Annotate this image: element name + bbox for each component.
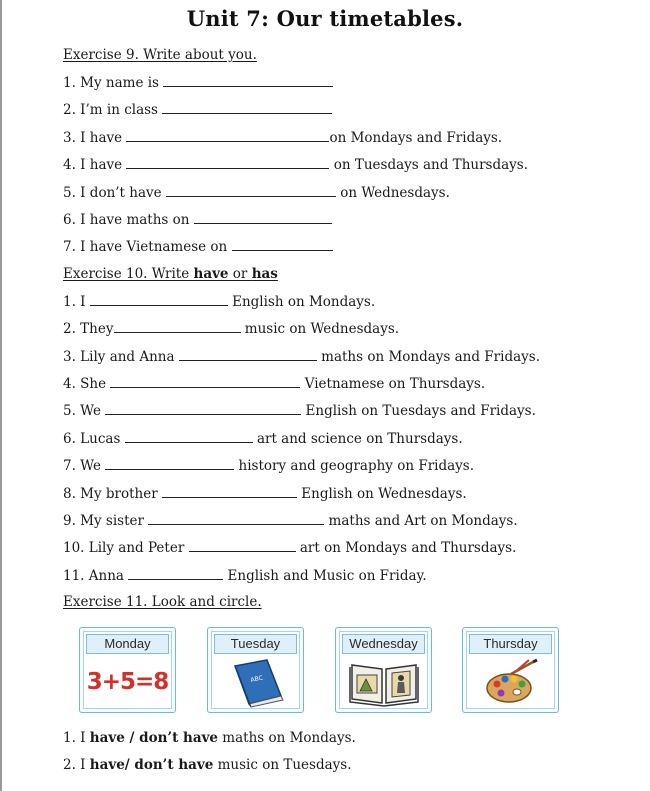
ex9-item-3-after: on Mondays and Fridays. [329, 130, 503, 146]
ex9-item-1-blank[interactable] [163, 74, 333, 87]
left-margin-rule [0, 0, 2, 791]
day-label-thursday: Thursday [469, 634, 552, 654]
ex10-item-8-blank[interactable] [162, 485, 297, 498]
maths-equation: 3+5=8 [86, 669, 169, 695]
exercise-9-heading: Exercise 9. Write about you. [63, 47, 257, 63]
ex9-item-4 [63, 156, 528, 173]
ex9-item-3-text: 3. I have [63, 130, 127, 146]
ex9-item-6-text: 6. I have maths on [63, 212, 194, 228]
ex10-item-5-blank[interactable] [105, 402, 301, 415]
svg-text:ABC: ABC [249, 674, 263, 684]
ex9-item-6 [63, 211, 332, 228]
day-card-wednesday [335, 627, 432, 713]
ex10-item-2-blank[interactable] [114, 320, 241, 333]
ex10-item-6: 6. Lucas art and science on Thursdays. [63, 431, 463, 447]
ex11-item-2-choice[interactable]: have/ don’t have [89, 757, 214, 773]
ex10-item-8: 8. My brother English on Wednesdays. [63, 486, 467, 502]
ex9-item-5-after: on Wednesdays. [335, 185, 450, 201]
ex9-item-5-text: 5. I don’t have [63, 185, 166, 201]
ex9-item-4-blank[interactable] [126, 156, 329, 169]
exercise-11-heading: Exercise 11. Look and circle. [63, 594, 262, 610]
ex10-item-2: 2. They music on Wednesdays. [63, 321, 400, 337]
day-card-thursday [462, 627, 559, 713]
ex10-item-9: 9. My sister maths and Art on Mondays. [63, 513, 518, 529]
history-book-picture [340, 658, 427, 706]
ex9-item-2-text: 2. I’m in class [63, 102, 163, 118]
ex11-item-1-choice[interactable]: have / don’t have [89, 730, 219, 746]
ex10-item-11-blank[interactable] [128, 567, 223, 580]
ex9-item-2 [63, 101, 332, 118]
day-label-tuesday: Tuesday [214, 634, 297, 654]
exercise-10-heading: Exercise 10. Write have or has [63, 266, 278, 282]
ex9-item-3-blank[interactable] [126, 129, 329, 142]
ex9-item-6-blank[interactable] [194, 211, 332, 224]
ex10-item-3: 3. Lily and Anna maths on Mondays and Fridays. [63, 349, 540, 365]
blue-book-icon [221, 656, 291, 708]
ex10-item-5: 5. We English on Tuesdays and Fridays. [63, 403, 536, 419]
ex9-item-1 [63, 74, 333, 91]
word-has: has [251, 266, 278, 282]
ex10-item-10: 10. Lily and Peter art on Mondays and Thursdays. [63, 540, 517, 556]
day-label-monday: Monday [86, 634, 169, 654]
word-have: have [193, 266, 229, 282]
ex10-item-6-blank[interactable] [125, 430, 253, 443]
ex10-item-7: 7. We history and geography on Fridays. [63, 458, 475, 474]
ex10-item-11: 11. Anna English and Music on Friday. [63, 568, 427, 584]
book-icon [212, 658, 299, 706]
ex9-item-2-blank[interactable] [162, 101, 332, 114]
day-card-tuesday [207, 627, 304, 713]
ex10-item-9-blank[interactable] [148, 512, 324, 525]
ex9-item-3 [63, 129, 502, 146]
ex9-item-7 [63, 238, 333, 255]
paint-palette-icon [481, 658, 541, 706]
ex10-item-3-blank[interactable] [179, 348, 317, 361]
ex10-item-4: 4. She Vietnamese on Thursdays. [63, 376, 486, 392]
ex10-item-4-blank[interactable] [110, 375, 300, 388]
maths-picture [84, 658, 171, 706]
ex9-item-7-text: 7. I have Vietnamese on [63, 239, 232, 255]
art-palette-picture [467, 658, 554, 706]
ex11-item-1: 1. I have / don’t have maths on Mondays. [63, 730, 356, 746]
page-title: Unit 7: Our timetables. [186, 6, 464, 31]
ex9-item-4-text: 4. I have [63, 157, 127, 173]
ex9-item-1-text: 1. My name is [63, 75, 164, 91]
ex10-item-7-blank[interactable] [105, 457, 234, 470]
ex9-item-5 [63, 184, 450, 201]
day-label-wednesday: Wednesday [342, 634, 425, 654]
ex10-item-1: 1. I English on Mondays. [63, 294, 376, 310]
ex10-item-10-blank[interactable] [189, 539, 296, 552]
ex9-item-4-after: on Tuesdays and Thursdays. [329, 157, 528, 173]
open-book-icon [348, 657, 420, 707]
ex9-item-5-blank[interactable] [166, 184, 336, 197]
ex10-item-1-blank[interactable] [90, 293, 228, 306]
ex9-item-7-blank[interactable] [232, 238, 333, 251]
ex11-item-2: 2. I have/ don’t have music on Tuesdays. [63, 757, 352, 773]
day-card-monday [79, 627, 176, 713]
